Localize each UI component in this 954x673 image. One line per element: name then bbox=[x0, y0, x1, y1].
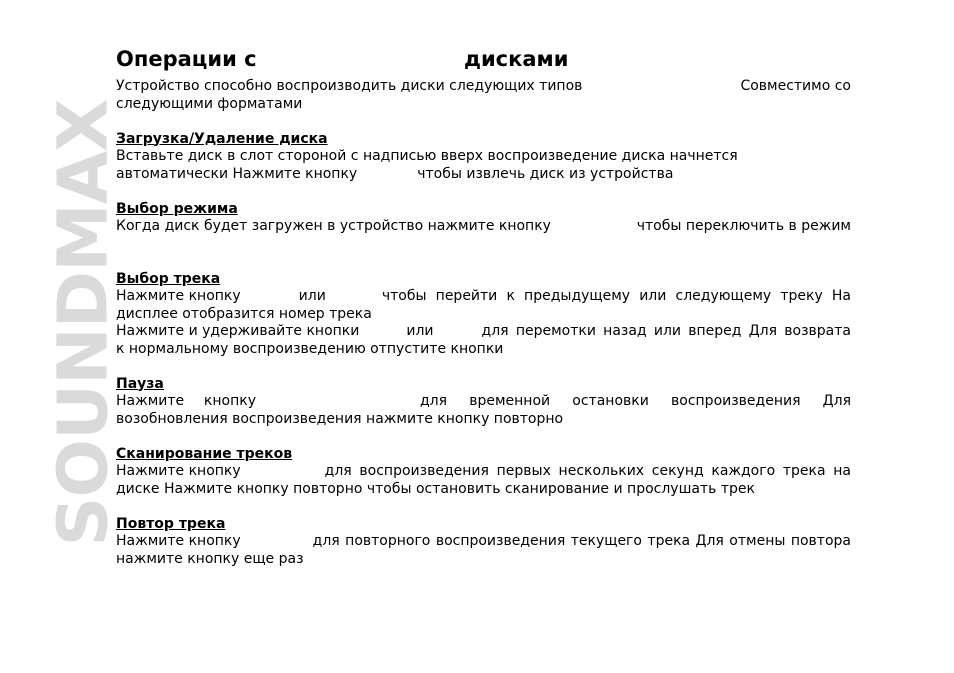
intro-line-1b: Совместимо со bbox=[740, 78, 851, 94]
section-heading-pause: Пауза bbox=[116, 375, 164, 392]
mode-line-1a: Когда диск будет загружен в устройство нажмите кнопку bbox=[116, 218, 551, 234]
pause-line-2: возобновления воспроизведения нажмите кнопку повторно bbox=[116, 410, 564, 427]
brand-logo-text: SOUNDMAX bbox=[43, 99, 124, 547]
section-heading-track: Выбор трека bbox=[116, 270, 221, 287]
track-line-3a: Нажмите и удерживайте кнопки bbox=[116, 323, 360, 339]
intro-paragraph bbox=[116, 78, 851, 113]
section-repeat bbox=[116, 516, 851, 569]
pause-line-1a: Нажмите кнопку bbox=[116, 393, 256, 409]
track-line-3b: или bbox=[406, 323, 434, 339]
section-heading-scan: Сканирование треков bbox=[116, 445, 293, 462]
scan-line-2: диске Нажмите кнопку повторно чтобы остановить сканирование и прослушать трек bbox=[116, 480, 755, 497]
repeat-line-1a: Нажмите кнопку bbox=[116, 533, 241, 549]
track-line-3c: для перемотки назад или вперед Для возврата bbox=[481, 323, 851, 339]
load-line-1: Вставьте диск в слот стороной с надписью вверх воспроизведение диска начнется bbox=[116, 148, 738, 164]
load-line-2b: чтобы извлечь диск из устройства bbox=[417, 165, 674, 182]
section-track bbox=[116, 271, 851, 359]
section-scan bbox=[116, 446, 851, 499]
track-line-2: дисплее отобразится номер трека bbox=[116, 305, 372, 322]
page-content bbox=[116, 44, 851, 568]
section-heading-load: Загрузка/Удаление диска bbox=[116, 130, 328, 147]
section-pause bbox=[116, 376, 851, 429]
load-line-2a: автоматически Нажмите кнопку bbox=[116, 165, 358, 182]
brand-watermark bbox=[43, 45, 124, 601]
repeat-line-1b: для повторного воспроизведения текущего трека Для отмены повтора bbox=[312, 533, 851, 549]
track-line-4: к нормальному воспроизведению отпустите кнопки bbox=[116, 340, 504, 357]
mode-line-1b: чтобы переключить в режим bbox=[636, 218, 851, 234]
section-mode bbox=[116, 201, 851, 236]
section-heading-mode: Выбор режима bbox=[116, 200, 238, 217]
scan-line-1a: Нажмите кнопку bbox=[116, 463, 241, 479]
intro-line-2: следующими форматами bbox=[116, 95, 303, 112]
track-line-1b: или bbox=[298, 288, 326, 304]
intro-line-1a: Устройство способно воспроизводить диски следующих типов bbox=[116, 78, 583, 94]
pause-line-1b: для временной остановки воспроизведения Для bbox=[420, 393, 851, 409]
page-title bbox=[116, 44, 851, 78]
scan-line-1b: для воспроизведения первых нескольких секунд каждого трека на bbox=[324, 463, 851, 479]
track-line-1c: чтобы перейти к предыдущему или следующему треку На bbox=[381, 288, 851, 304]
title-part-1: Операции с bbox=[116, 47, 257, 71]
section-heading-repeat: Повтор трека bbox=[116, 515, 226, 532]
section-load bbox=[116, 131, 851, 184]
repeat-line-2: нажмите кнопку еще раз bbox=[116, 550, 304, 567]
title-part-2: дисками bbox=[464, 47, 569, 71]
track-line-1a: Нажмите кнопку bbox=[116, 288, 241, 304]
